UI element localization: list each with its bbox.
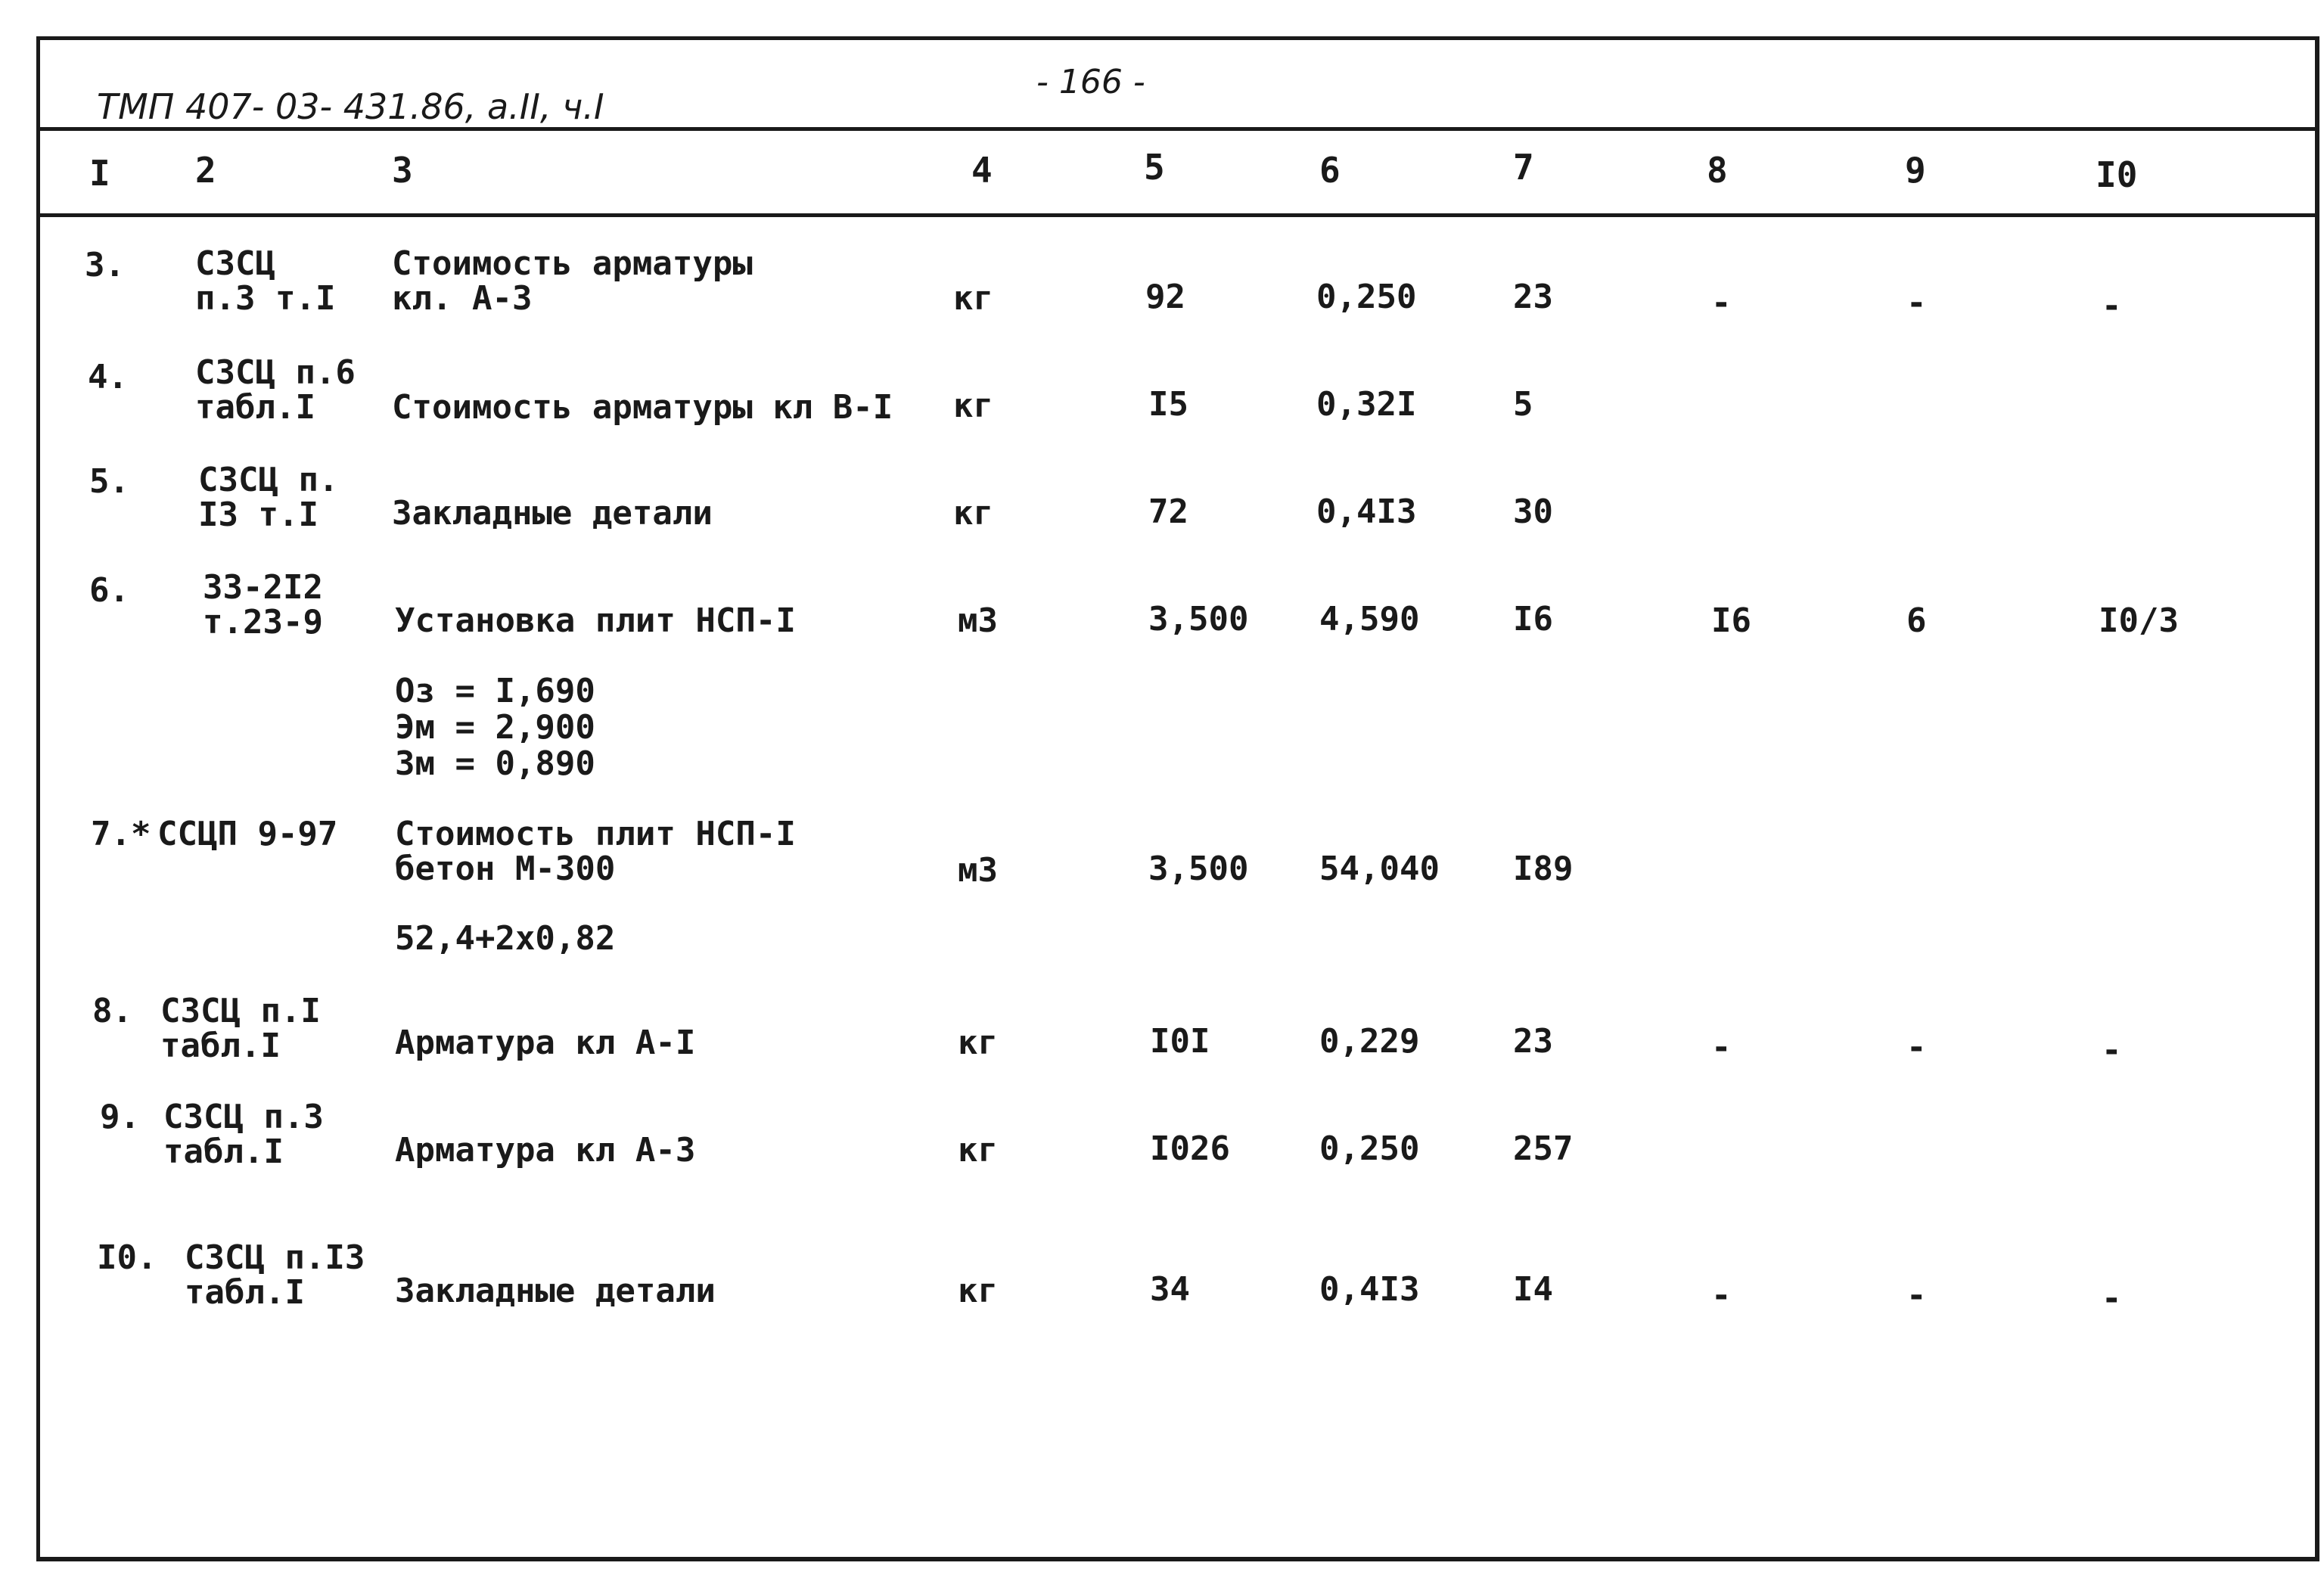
row-unit: кг [958, 1131, 998, 1170]
row-col10: - [2102, 1031, 2122, 1070]
row-number: 5. [89, 462, 129, 501]
row-name: Стоимость арматуры кл. А-3 [392, 244, 753, 318]
column-header: I0 [2096, 154, 2138, 195]
row-number: 3. [85, 246, 125, 284]
row-price: 0,4I3 [1316, 492, 1417, 531]
row-price: 0,250 [1319, 1129, 1420, 1168]
row-quantity: I0I [1150, 1022, 1210, 1061]
row-name: Арматура кл А-I [395, 1024, 696, 1062]
column-header: 7 [1513, 147, 1534, 188]
row-quantity: I026 [1150, 1129, 1230, 1168]
row-price: 0,250 [1316, 278, 1417, 316]
row-name: Закладные детали [392, 494, 713, 533]
row-name: Закладные детали [395, 1272, 716, 1310]
column-header: I [89, 153, 110, 194]
row-code: 33-2I2 т.23-9 [203, 568, 323, 642]
row-col8: - [1711, 1028, 1732, 1067]
column-header: 9 [1905, 150, 1926, 191]
row-quantity: I5 [1148, 385, 1188, 424]
row-quantity: 3,500 [1148, 600, 1249, 638]
row-total: 30 [1513, 492, 1553, 531]
header-top-rule [40, 127, 2315, 131]
row-code: СЗСЦ п.I табл.I [160, 992, 321, 1065]
row-name: Стоимость плит НСП-I бетон М-300 [395, 815, 796, 888]
row-number: 4. [88, 358, 128, 396]
row-note: 52,4+2x0,82 [395, 919, 616, 958]
row-total: I4 [1513, 1270, 1553, 1309]
row-number: I0. [97, 1238, 157, 1277]
row-unit: кг [958, 1272, 998, 1310]
row-unit: кг [953, 387, 993, 425]
row-code: ССЦП 9-97 [157, 815, 338, 853]
row-price: 4,590 [1319, 600, 1420, 638]
row-col10: - [2102, 1279, 2122, 1318]
row-quantity: 92 [1145, 278, 1185, 316]
header-bottom-rule [40, 213, 2315, 217]
row-note: Оз = I,690 Эм = 2,900 Зм = 0,890 [395, 672, 595, 783]
row-number: 6. [89, 571, 129, 610]
row-col8: - [1711, 284, 1732, 322]
row-code: СЗСЦ п. I3 т.I [198, 461, 339, 534]
row-code: СЗСЦ п.3 т.I [195, 244, 336, 318]
row-code: СЗСЦ п.6 табл.I [195, 353, 356, 427]
row-col10: - [2102, 287, 2122, 325]
row-price: 0,32I [1316, 385, 1417, 424]
row-unit: кг [953, 279, 993, 318]
column-header: 4 [971, 150, 993, 191]
row-total: 5 [1513, 385, 1533, 424]
row-quantity: 3,500 [1148, 850, 1249, 888]
page-frame [36, 36, 2319, 1561]
column-header: 6 [1319, 150, 1341, 191]
row-col10: I0/3 [2099, 601, 2179, 640]
row-unit: м3 [958, 851, 998, 890]
row-unit: кг [958, 1024, 998, 1062]
page-number: - 166 - [1036, 63, 1145, 101]
row-price: 54,040 [1319, 850, 1440, 888]
row-total: 23 [1513, 278, 1553, 316]
row-total: 23 [1513, 1022, 1553, 1061]
row-quantity: 34 [1150, 1270, 1190, 1309]
row-price: 0,229 [1319, 1022, 1420, 1061]
row-total: I6 [1513, 600, 1553, 638]
row-unit: м3 [958, 601, 998, 640]
row-col8: - [1711, 1276, 1732, 1315]
document-reference: ТМП 407- 03- 431.86, а.II, ч.I [97, 86, 604, 127]
row-name: Установка плит НСП-I [395, 601, 796, 640]
row-code: СЗСЦ п.I3 табл.I [185, 1238, 365, 1312]
row-unit: кг [953, 494, 993, 533]
row-number: 8. [92, 992, 132, 1030]
row-code: СЗСЦ п.3 табл.I [163, 1098, 324, 1171]
row-col9: - [1906, 284, 1927, 322]
column-header: 3 [392, 150, 413, 191]
row-col9: 6 [1906, 601, 1927, 640]
row-col9: - [1906, 1276, 1927, 1315]
row-quantity: 72 [1148, 492, 1188, 531]
row-name: Арматура кл А-3 [395, 1131, 696, 1170]
column-header: 5 [1144, 147, 1165, 188]
column-header: 8 [1707, 150, 1728, 191]
row-col9: - [1906, 1028, 1927, 1067]
row-number: 7.* [91, 815, 151, 853]
row-col8: I6 [1711, 601, 1751, 640]
row-number: 9. [100, 1098, 140, 1136]
column-header: 2 [195, 150, 216, 191]
row-total: 257 [1513, 1129, 1574, 1168]
row-name: Стоимость арматуры кл В-I [392, 388, 893, 427]
row-total: I89 [1513, 850, 1574, 888]
row-price: 0,4I3 [1319, 1270, 1420, 1309]
